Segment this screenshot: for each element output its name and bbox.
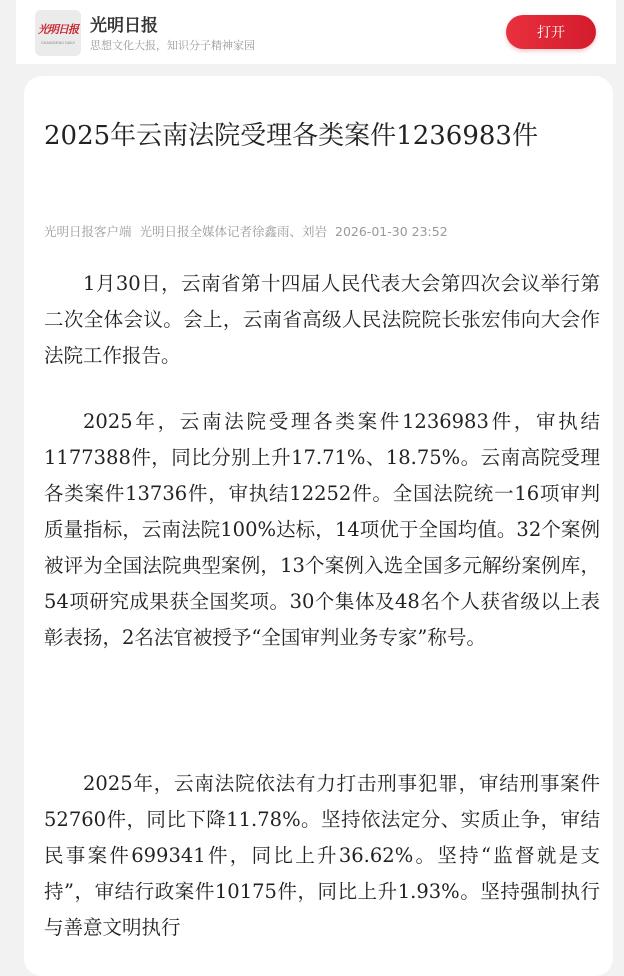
app-banner — [16, 0, 616, 64]
brand-logo[interactable] — [35, 10, 81, 56]
article-card — [24, 76, 613, 976]
article-paragraph-2: 2025年，云南法院受理各类案件1236983件，审执结1177388件，同比分别上升17.71%、18.75%。云南高院受理各类案件13736件，审执结12252件。全国法院统一16项审判质量指标，云南法院100%达标，14项优于全国均值。32个案例被评为全国法院典型案例，13个案例入选全国多元解纷案例库，54项研究成果获全国奖项。30个集体及48名个人获省级以上表彰表扬，2名法官被授予“全国审判业务专家”称号。 — [44, 410, 600, 649]
article-meta — [44, 222, 604, 240]
article-title: 2025年云南法院受理各类案件1236983件 — [44, 121, 538, 151]
brand-slogan: 思想文化大报，知识分子精神家园 — [90, 39, 255, 52]
article-datetime: 2026-01-30 23:52 — [335, 224, 448, 239]
logo-script-text: 光明日报 — [38, 23, 78, 36]
article-paragraph-3: 2025年，云南法院依法有力打击刑事犯罪，审结刑事案件52760件，同比下降11.78%。坚持依法定分、实质止争，审结民事案件699341件，同比上升36.62%。坚持“监督就是支持”，审结行政案件10175件，同比上升1.93%。坚持强制执行与善意文明执行 — [44, 772, 600, 939]
article-paragraph-1: 1月30日，云南省第十四届人民代表大会第四次会议举行第二次全体会议。会上，云南省高级人民法院院长张宏伟向大会作法院工作报告。 — [44, 272, 600, 367]
open-app-button[interactable]: 打开 — [506, 15, 596, 49]
article-author: 光明日报全媒体记者徐鑫雨、刘岩 — [139, 224, 328, 239]
logo-subtext: GUANGMING DAILY — [40, 40, 76, 45]
brand-name: 光明日报 — [90, 16, 158, 36]
article-source: 光明日报客户端 — [44, 224, 132, 239]
